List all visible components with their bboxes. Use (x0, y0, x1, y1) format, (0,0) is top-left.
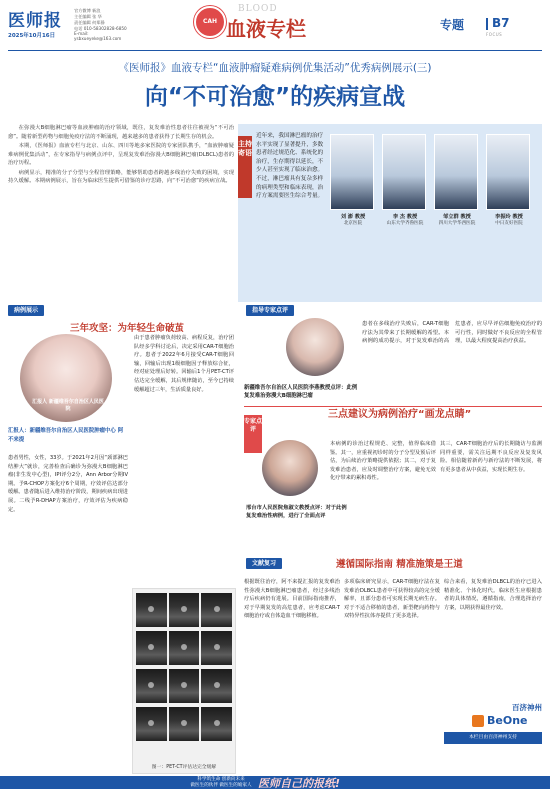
pet-ct-image (201, 707, 232, 741)
host-message-text: 近年来，我国淋巴瘤的治疗水平实现了显著提升，多数患者经过规范化、系统化的治疗，生存期得以延长，不少人甚至实现了临床治愈。不过，淋巴瘤具有复杂多样的病理类型和临床表现，治疗方案需要医生综合考量。 (256, 133, 324, 200)
focus-label: FOCUS (486, 32, 503, 37)
masthead-meta: 官方微博 新浪 主任编辑 张 华 责任编辑 何郑静 电话 010-58302828-6850 (74, 8, 127, 31)
expert-org: 中日友好医院 (495, 221, 523, 226)
guidance-caption: 新疆维吾尔自治区人民医院李燕教授点评：此例复发难治弥漫大B细胞淋巴瘤 (244, 385, 358, 400)
tips-text-column: 其三，CAR-T细胞治疗后的长期随访与监测同样重要，需关注远期不良反应及复发风险。相信随着新药与新疗法的不断发展，将有更多患者从中获益，实现长期生存。 (440, 441, 542, 473)
host-message-box (238, 124, 542, 302)
page-number: B7 (492, 16, 510, 30)
review-title: 遵循国际指南 精准施策是王道 (336, 559, 463, 570)
tips-flag: 专家点评 (244, 415, 262, 453)
pet-ct-image (201, 669, 232, 703)
reporter-photo-caption: 汇报人 新疆维吾尔自治区人民医院 (32, 399, 104, 412)
expert-photo (382, 134, 426, 210)
footer-bar (0, 776, 550, 789)
intro-paragraph: 本期，《医师报》血液专栏与北京、山东、四川等地多家医院的专家团队携手，“血液肿瘤疑难病例优集活动”，在专家指导与病例点评中，呈现复发难治弥漫大B细胞淋巴瘤(DLBCL)患者的治疗历程。 (8, 143, 234, 166)
case-text-column: 由于患者肿瘤负荷较高、病程反复，治疗团队经多学科讨论后，决定采用CAR-T细胞治疗。患者于2022年6月接受CAR-T细胞回输，回输后出现1级细胞因子释放综合征，经对症处理后好转。回输后1个月PET-CT评估达完全缓解，其后规律随访，至今已持续缓解超过三年，生活质量良好。 (134, 335, 234, 393)
header-divider (8, 50, 542, 51)
pet-ct-row (136, 707, 232, 741)
tips-title: 三点建议为病例治疗“画龙点睛” (328, 409, 472, 420)
pet-ct-figure (132, 588, 236, 774)
tips-text-column: 本病例的诊治过程规范、完整，值得临床借鉴。其一，应重视初诊时的分子分型及预后评估，为后续治疗策略提供依据；其二，对于复发难治患者，应及时调整治疗方案，避免无效化疗带来的累积毒性。 (330, 441, 436, 482)
expert-org: 四川大学华西医院 (438, 221, 476, 226)
pet-ct-row (136, 631, 232, 665)
column-title: 血液专栏 (226, 17, 306, 41)
issue-date: 2025年10月16日 (8, 33, 56, 39)
pet-ct-row (136, 593, 232, 627)
intro-paragraph: 病例显示，精准的分子分型与全程管理策略，能够帮助患者跨越多线治疗失败的困境，实现持久缓解。本期病例展示，旨在为临床医生提供可借鉴的诊疗思路，向“不可治愈”的疾病宣战。 (8, 169, 234, 184)
pet-ct-image (169, 593, 200, 627)
case-title: 三年攻坚：为年轻生命破茧 (70, 323, 185, 334)
footer-brand: 医师自己的报纸! (258, 777, 341, 789)
sponsor-note: 本栏目由百济神州支持 (444, 732, 542, 744)
expert-name: 李振玲 教授 (495, 214, 523, 220)
review-text-column: 多项临床研究显示，CAR-T细胞疗法在复发难治DLBCL患者中可获得较高的完全缓解率，且部分患者可实现长期无病生存。对于不适合移植的患者，新型靶向药物与双特异性抗体亦提供了更多选择。 (344, 579, 440, 620)
guidance-expert-photo (286, 318, 344, 376)
pet-ct-image (201, 593, 232, 627)
sponsor-logo-icon (472, 715, 484, 727)
case-section-tag: 病例展示 (8, 305, 44, 316)
seal-label: CAH (202, 18, 218, 25)
tips-expert-caption: 邢台市人民医院焦淑文教授点评：对于此例复发难治性病例，进行了全面点评 (246, 505, 347, 520)
expert-card (382, 134, 428, 227)
sponsor-name: 百济神州 (512, 703, 542, 712)
page-divider (486, 18, 488, 30)
masthead (8, 6, 128, 48)
intro-text (8, 124, 234, 296)
pet-ct-image (136, 593, 167, 627)
contact-email: E-mail: ysbxueyeke@163.com (74, 31, 122, 41)
pet-ct-image (169, 669, 200, 703)
tips-expert-photo (262, 440, 318, 496)
section-english-label: BLOOD (238, 4, 278, 14)
expert-name: 邹立群 教授 (443, 214, 471, 220)
main-headline: 向“不可治愈”的疾病宣战 (144, 84, 406, 110)
case-text-column: 患者男性，女性，33岁。于2021年2月因“颈部淋巴结肿大”就诊，完善检查后确诊为弥漫大B细胞淋巴瘤(非生发中心型)，IPI评分2分，Ann Arbor分期IV期。予R-CHOP方案化疗6个周期，疗效评估达部分缓解。患者随后进入维持治疗阶段，期间疾病出现进展。二线予R-DHAP方案治疗，疗效评估为疾病稳定。 (8, 455, 128, 513)
sponsor-logo (472, 714, 542, 728)
special-label: 专题 (440, 18, 465, 32)
brand-logo-text: 医师报 (8, 11, 62, 31)
review-section-tag: 文献复习 (246, 558, 282, 569)
expert-card (330, 134, 376, 227)
pet-ct-image (169, 631, 200, 665)
pet-ct-image (136, 707, 167, 741)
expert-photo (434, 134, 478, 210)
pet-ct-caption: 图一：PET-CT评估达完全缓解 (151, 765, 217, 770)
headline-subtitle: 《医师报》血液专栏“血液肿瘤疑难病例优集活动”优秀病例展示(三) (118, 62, 432, 74)
pet-ct-image (136, 631, 167, 665)
footer-slogan: 科学筑生命 创新向未来 做医生的伙伴 做医生的娘家人 (190, 777, 252, 788)
pet-ct-image (169, 707, 200, 741)
expert-card (486, 134, 532, 227)
expert-org: 山东大学齐鲁医院 (386, 221, 424, 226)
case-author: 汇报人：新疆维吾尔自治区人民医院肿瘤中心 阿不来提 (8, 428, 124, 443)
review-text-column: 根据既往治疗，阿不来提汇报的复发难治性弥漫大B细胞淋巴瘤患者，经过多线治疗后疾病仍有进展。目前国际指南推荐，对于早期复发的高危患者，应考虑CAR-T细胞治疗或自体造血干细胞移植。 (244, 579, 340, 620)
intro-paragraph: 在弥漫大B细胞淋巴瘤等血液肿瘤的治疗领域，既往，复发难治性患者往往被视为“不可治愈”。随着新型药物与细胞免疫疗法的不断涌现，越来越多的患者获得了长期生存的机会。 (8, 125, 234, 140)
expert-photo (330, 134, 374, 210)
review-text-column: 综合来看，复发难治DLBCL的治疗已进入精准化、个体化时代。临床医生应根据患者的具体情况，遵循指南，合理选择治疗方案，以期获得最佳疗效。 (444, 579, 542, 611)
sponsor-logo-text: BeOne (487, 714, 528, 727)
expert-name: 李 杰 教授 (392, 214, 418, 220)
association-seal-icon (194, 6, 226, 38)
sponsor-box (444, 700, 542, 752)
expert-name: 刘 澎 教授 (340, 214, 366, 220)
expert-photo (486, 134, 530, 210)
pet-ct-image (201, 631, 232, 665)
guidance-text: 患者在多线治疗失败后，CAR-T细胞疗法为其带来了长期缓解的希望。本病例的成功提示，对于复发难治的高危患者，应尽早评估细胞免疫治疗的可行性，同时做好不良反应的全程管理，以最大程度提高治疗获益。 (362, 321, 542, 345)
pet-ct-row (136, 669, 232, 703)
pet-ct-image (136, 669, 167, 703)
expert-card (434, 134, 480, 227)
expert-org: 北京医院 (343, 221, 363, 226)
host-tag: 主持寄语 (238, 136, 252, 198)
guidance-section-tag: 指导专家点评 (246, 305, 294, 316)
